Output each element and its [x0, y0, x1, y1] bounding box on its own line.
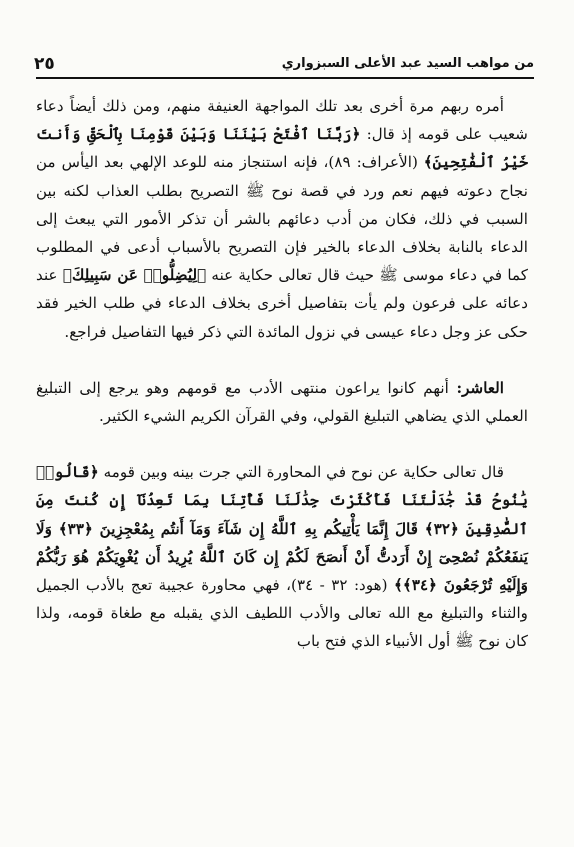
page-body [36, 92, 528, 656]
body-text: (الأعراف: ٨٩)، فإنه استنجاز منه للوعد الإلهي بعد اليأس من نجاح دعوته فيهم نعم ورد في قصة نوح ﷺ التصريح بطلب العذاب لكنه بين السبب في ذلك، فكان من أدب دعائهم بالشر أن تذكر الأمور التي يبعث إلى الدعاء بالنابة بخلاف الدعاء بالخير فإن التصريح بالأسباب أدعى في المطلوب كما في دعاء موسى ﷺ حيث قال تعالى حكاية عنه [36, 153, 528, 285]
paragraph-1 [36, 92, 528, 346]
quran-verse: ﴿لِيُضِلُّوا۟ عَن سَبِيلِكَ﴾ [62, 266, 207, 285]
quran-verse: ﴿قَالُوا۟ يَٰنُوحُ قَدْ جَٰدَلْتَنَا فَأَكْثَرْتَ جِدَٰلَنَا فَأْتِنَا بِمَا تَعِدُنَآ إِن كُنتَ مِنَ ٱلصَّٰدِقِينَ ﴿٣٢﴾ قَالَ إِنَّمَا يَأْتِيكُم بِهِ ٱللَّهُ إِن شَآءَ وَمَآ أَنتُم بِمُعْجِزِينَ ﴿٣٣﴾ وَلَا يَنفَعُكُمْ نُصْحِىٓ إِنْ أَرَدتُّ أَنْ أَنصَحَ لَكُمْ إِن كَانَ ٱللَّهُ يُرِيدُ أَن يُغْوِيَكُمْ هُوَ رَبُّكُمْ وَإِلَيْهِ تُرْجَعُونَ ﴿٣٤﴾﴾ [36, 463, 528, 595]
paragraph-3 [36, 458, 528, 655]
page-header [34, 44, 534, 74]
paragraph-2 [36, 374, 528, 430]
header-rule [36, 77, 534, 79]
paragraph-lead: العاشر: [456, 378, 504, 397]
body-text: قال تعالى حكاية عن نوح في المحاورة التي جرت بينه وبين قومه [98, 463, 504, 482]
page-number: ٢٥ [34, 54, 55, 74]
running-title: من مواهب السيد عبد الأعلى السبزواري [281, 56, 534, 71]
body-text: (هود: ٣٢ - ٣٤)، فهي محاورة عجيبة تعج بالأدب الجميل والثناء والتبليغ مع الله تعالى والأدب اللطيف الذي يقبله مع طغاة قومه، ولذا كان نوح ﷺ أول الأنبياء الذي فتح باب [36, 576, 528, 651]
body-text: عند دعائه على فرعون ولم يأت بتفاصيل أخرى بخلاف الدعاء في طلب الخير فقد حكى عز وجل دعاء عيسى في نزول المائدة التي ذكر فيها التفاصيل فراجع. [36, 266, 528, 341]
quran-verse: ﴿رَبَّنَا ٱفْتَحْ بَيْنَنَا وَبَيْنَ قَوْمِنَا بِٱلْحَقِّ وَأَنتَ خَيْرُ ٱلْفَٰتِحِينَ﴾ [36, 125, 529, 172]
body-text: أنهم كانوا يراعون منتهى الأدب مع قومهم وهو يرجع إلى التبليغ العملي الذي يضاهي التبليغ القولي، وفي القرآن الكريم الشيء الكثير. [36, 378, 528, 426]
body-text: أمره ربهم مرة أخرى بعد تلك المواجهة العنيفة منهم، ومن ذلك أيضاً دعاء شعيب على قومه إذ قال: [36, 97, 529, 144]
